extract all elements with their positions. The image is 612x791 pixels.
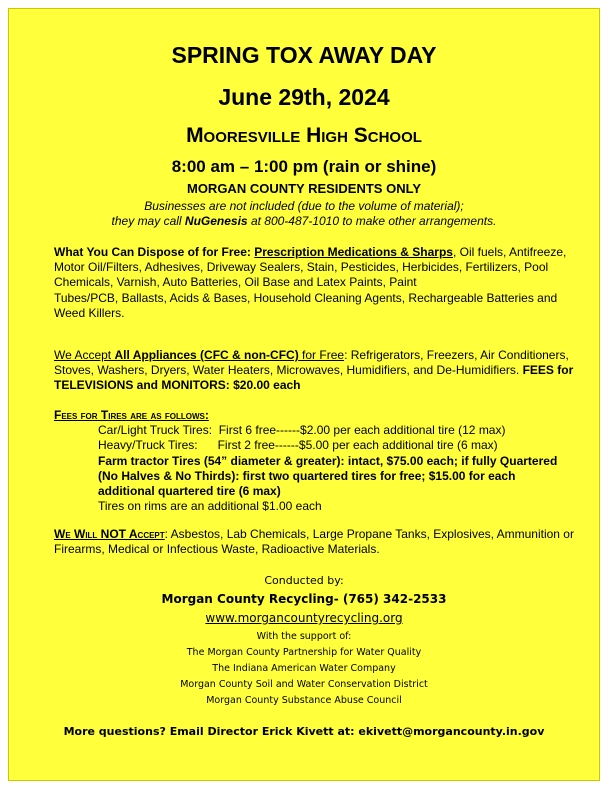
questions-contact: More questions? Email Director Erick Kivett at: ekivett@morgancounty.in.gov [63,725,545,738]
supporters [9,629,599,709]
eligibility: MORGAN COUNTY RESIDENTS ONLY [186,181,422,196]
business-note-line2 [9,214,599,229]
supporter-item: The Morgan County Partnership for Water Quality [186,647,422,658]
note-post: at 800-487-1010 to make other arrangements. [247,214,497,228]
not-accept-section [54,527,574,557]
tv-fees: FEES for TELEVISIONS and MONITORS: $20.00 each [54,363,574,393]
dispose-lead: What You Can Dispose of for Free: [54,245,251,259]
note-company: NuGenesis [184,214,248,228]
not-accept-heading: We Will NOT Accept [54,527,165,541]
tires-list [98,423,574,514]
supporter-item: Morgan County Soil and Water Conservation District [180,679,428,690]
event-location: Mooresville High School [186,124,422,147]
appliances-lead-post: for Free [298,348,345,362]
org-contact: Morgan County Recycling- (765) 342-2533 [161,592,447,606]
tires-car: Car/Light Truck Tires: First 6 free------$2.00 per each additional tire (12 max) [98,423,506,438]
dispose-highlight: Prescription Medications & Sharps [254,245,453,259]
tires-heading: Fees for Tires are as follows: [54,408,209,422]
event-title: SPRING TOX AWAY DAY [171,42,437,68]
appliances-lead-pre: We Accept [54,348,115,362]
business-note-line1: Businesses are not included (due to the volume of material); [144,199,464,213]
supporter-item: Morgan County Substance Abuse Council [206,695,402,706]
conducted-by: Conducted by: [264,574,344,587]
business-note [9,199,599,229]
support-heading: With the support of: [256,631,352,642]
flyer [8,8,600,781]
dispose-text1: , Oil fuels, Antifreeze, Motor Oil/Filters, Adhesives, Driveway Sealers, Stain, Pesticides, Herbicides, Fertilizers, Pool Chemicals, Varnish, Auto Batteries, Oil Base and Latex Paints, Paint [54,245,567,290]
appliances-lead [54,348,344,362]
event-time: 8:00 am – 1:00 pm (rain or shine) [171,157,437,176]
tires-rims: Tires on rims are an additional $1.00 each [98,499,322,514]
dispose-text2: Tubes/PCB, Ballasts, Acids & Bases, Household Cleaning Agents, Rechargeable Batteries and Weed Killers. [54,290,558,320]
note-pre: they may call [111,214,185,228]
dispose-section [54,245,574,321]
tires-heavy: Heavy/Truck Tires: First 2 free------$5.00 per each additional tire (6 max) [98,438,498,453]
event-date: June 29th, 2024 [218,84,390,110]
tires-section [54,408,574,514]
not-accept-text: : Asbestos, Lab Chemicals, Large Propane Tanks, Explosives, Ammunition or Firearms, Medical or Infectious Waste, Radioactive Materials. [54,527,574,557]
dispose-paragraph [54,245,574,291]
supporter-item: The Indiana American Water Company [212,663,396,674]
appliances-text: : Refrigerators, Freezers, Air Conditioners, Stoves, Washers, Dryers, Water Heaters, Microwaves, Humidifiers, and De-Humidifiers. [54,348,569,378]
website-link[interactable]: www.morgancountyrecycling.org [205,611,403,625]
appliances-lead-bold: All Appliances (CFC & non-CFC) [114,348,299,362]
tires-farm: Farm tractor Tires (54” diameter & greater): intact, $75.00 each; if fully Quartered (No Halves & No Thirds): first two quartered tires for free; $15.00 for each additional quartered tire (6 max) [98,453,558,499]
appliances-section [54,348,574,394]
